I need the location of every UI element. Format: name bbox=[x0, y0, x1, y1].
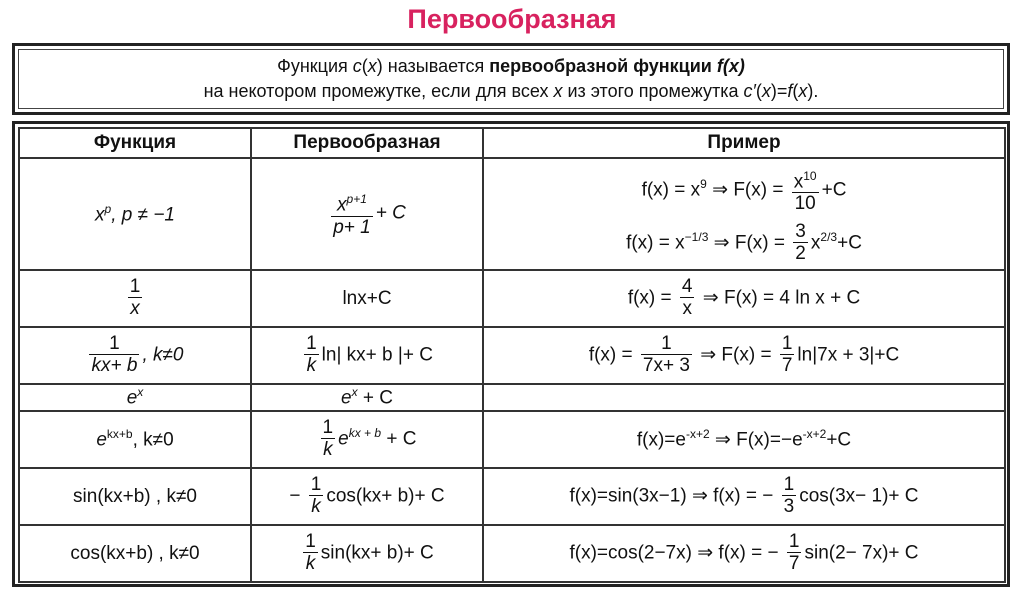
header-example: Пример bbox=[483, 128, 1005, 158]
definition-box bbox=[12, 43, 1010, 115]
cell-antiderivative: $e^x + C$ bbox=[251, 384, 483, 411]
definition-line-2: на некотором промежутке, если для всех х из этого промежутка с′(х)=f(х). bbox=[203, 81, 819, 101]
page-title: Первообразная bbox=[407, 4, 617, 34]
table-row bbox=[19, 158, 1005, 270]
cell-example: f(x) = $\frac{4}{x}$ ⇒ F(x) = 4 ln x + C bbox=[483, 270, 1005, 327]
cell-function: $x^p$, p ≠ −1 bbox=[19, 158, 251, 270]
definition-line-1: Функция с(х) называется первообразной функции f(x) bbox=[277, 56, 745, 76]
cell-function: $\frac{1}{kx+ b}$ , k≠0 bbox=[19, 327, 251, 384]
cell-antiderivative: $\frac{x^{p+1}}{p+ 1}$ + C bbox=[251, 158, 483, 270]
cell-function: $\frac{1}{x}$ bbox=[19, 270, 251, 327]
cell-example: f(x) = $\frac{1}{7x+ 3}$ ⇒ F(x) = $\frac{1}{7}$ ln|7x + 3|+C bbox=[483, 327, 1005, 384]
table-row bbox=[19, 411, 1005, 468]
cell-function: cos(kx+b) , k≠0 bbox=[19, 525, 251, 582]
header-antiderivative: Первообразная bbox=[251, 128, 483, 158]
header-function: Функция bbox=[19, 128, 251, 158]
cell-antiderivative: $\frac{1}{k}$ $e^{kx + b} + C$ bbox=[251, 411, 483, 468]
table-row bbox=[19, 468, 1005, 525]
cell-example: $f(x) = x^9$ ⇒ F(x) = $\frac{x^{10}}{10}$ +C $f(x) = x^{-1/3}$ ⇒ F(x) = $\frac{3}{2}$ $x^{2/3}+C$ bbox=[483, 158, 1005, 270]
cell-function: $e^{kx+b}$, k≠0 bbox=[19, 411, 251, 468]
cell-antiderivative: $\frac{1}{k}$ ln| kx+ b |+ C bbox=[251, 327, 483, 384]
cell-function: $e^x$ bbox=[19, 384, 251, 411]
cell-antiderivative: $\frac{1}{k}$ sin(kx+ b)+ C bbox=[251, 525, 483, 582]
cell-example bbox=[483, 384, 1005, 411]
table-row bbox=[19, 327, 1005, 384]
cell-antiderivative: lnx+C bbox=[251, 270, 483, 327]
antiderivative-table bbox=[12, 121, 1010, 587]
table-row bbox=[19, 525, 1005, 582]
table-row bbox=[19, 384, 1005, 411]
table-header-row bbox=[19, 128, 1005, 158]
cell-example: f(x)=cos(2−7x) ⇒ f(x) = − $\frac{1}{7}$ sin(2− 7x)+ C bbox=[483, 525, 1005, 582]
cell-antiderivative: − $\frac{1}{k}$ cos(kx+ b)+ C bbox=[251, 468, 483, 525]
cell-example: f(x)=sin(3x−1) ⇒ f(x) = − $\frac{1}{3}$ cos(3x− 1)+ C bbox=[483, 468, 1005, 525]
cell-example: $f(x)=e^{-x+2}$ ⇒ $F(x)=-e^{-x+2}+C$ bbox=[483, 411, 1005, 468]
cell-function: sin(kx+b) , k≠0 bbox=[19, 468, 251, 525]
table-row bbox=[19, 270, 1005, 327]
